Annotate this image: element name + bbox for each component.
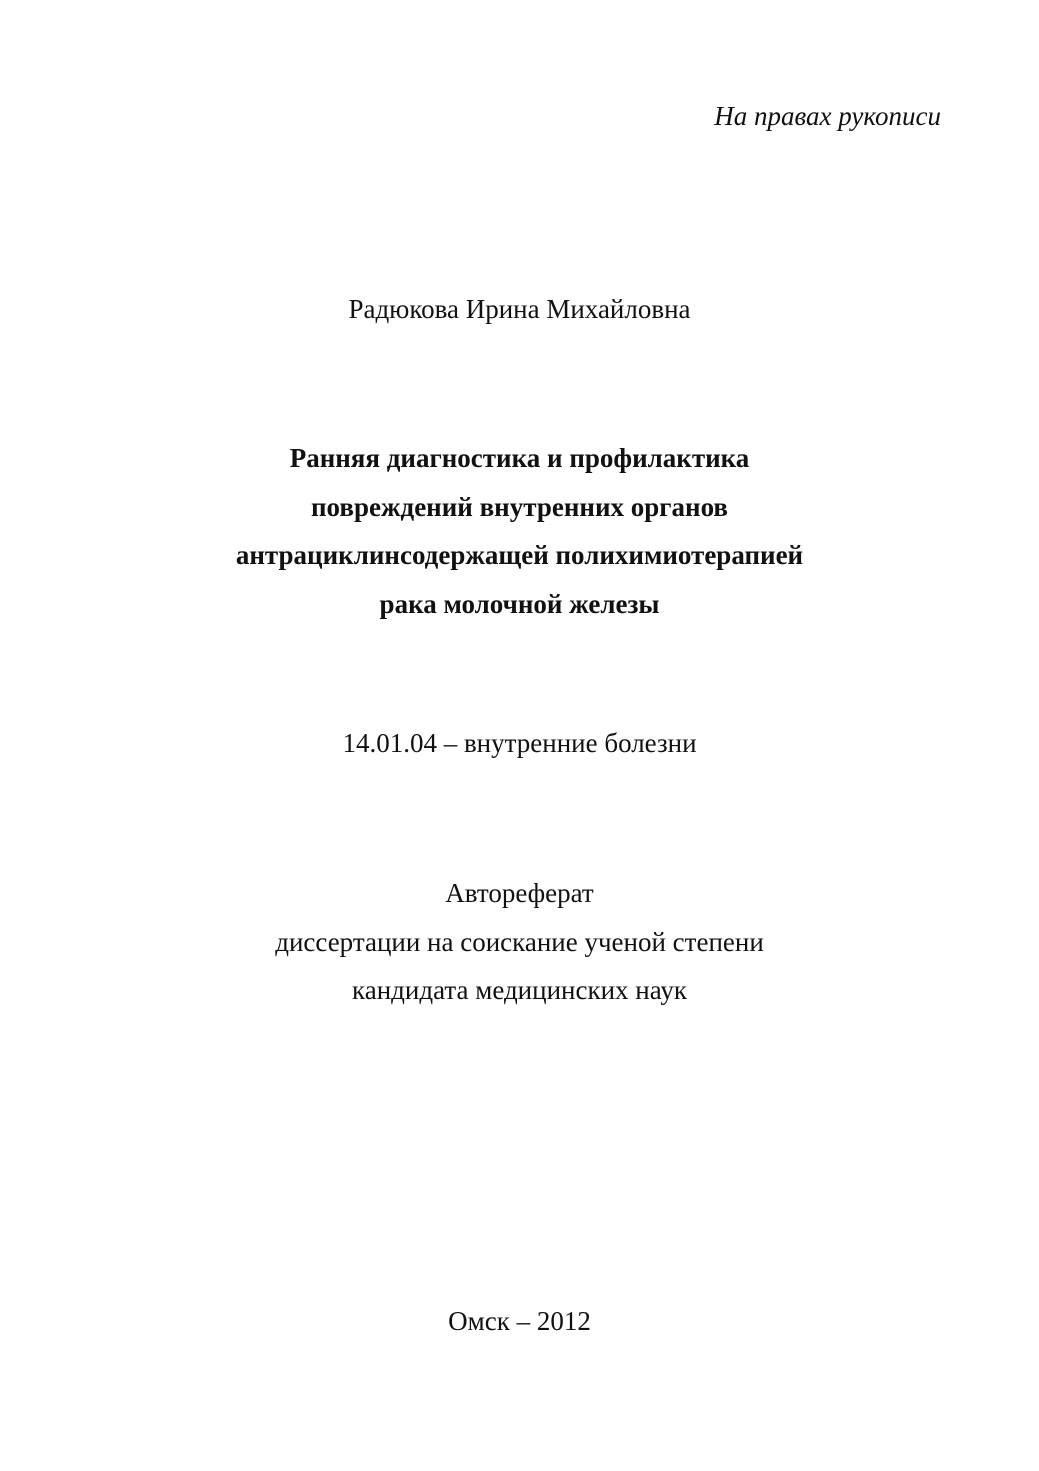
title-line: повреждений внутренних органов xyxy=(311,491,728,522)
title-line: антрациклинсодержащей полихимиотерапией xyxy=(235,540,804,570)
author-name: Радюкова Ирина Михайловна xyxy=(348,294,691,324)
specialty-code: 14.01.04 – внутренние болезни xyxy=(342,728,697,758)
abstract-line: Автореферат xyxy=(445,878,594,908)
title-line: рака молочной железы xyxy=(379,588,660,619)
abstract-description xyxy=(0,869,1039,1015)
title-line: Ранняя диагностика и профилактика xyxy=(289,443,750,473)
abstract-line: диссертации на соискание ученой степени xyxy=(275,926,764,957)
city-year: Омск – 2012 xyxy=(448,1306,591,1336)
dissertation-title xyxy=(0,434,1039,628)
rights-note: На правах рукописи xyxy=(714,101,941,131)
abstract-line: кандидата медицинских наук xyxy=(352,975,687,1005)
